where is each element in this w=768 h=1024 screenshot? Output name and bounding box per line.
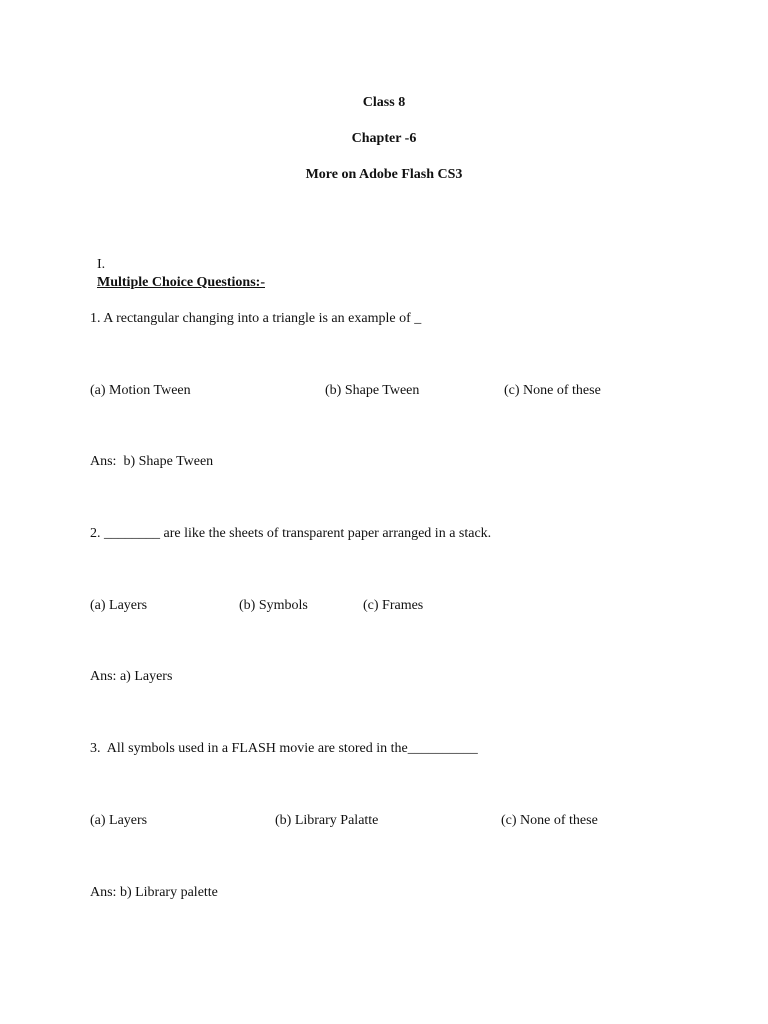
section-number: I. [97, 257, 106, 272]
option-a: (a) Layers [90, 598, 148, 613]
answer-text: Ans: b) Shape Tween [90, 454, 214, 469]
option-c: (c) None of these [504, 383, 601, 398]
section-heading-text: Multiple Choice Questions:- [97, 275, 265, 290]
chapter-title: Chapter -6 [351, 131, 417, 146]
question-text: 2. ________ are like the sheets of transparent paper arranged in a stack. [90, 526, 492, 541]
option-a: (a) Layers [90, 813, 148, 828]
option-b: (b) Library Palatte [275, 813, 379, 828]
question-text: 1. A rectangular changing into a triangle is an example of _ [90, 311, 422, 326]
question-text: 3. All symbols used in a FLASH movie are stored in the__________ [90, 741, 478, 756]
option-b: (b) Symbols [239, 598, 308, 613]
section-heading [90, 238, 265, 292]
option-b: (b) Shape Tween [325, 383, 420, 398]
option-c: (c) Frames [363, 598, 424, 613]
answer-text: Ans: a) Layers [90, 669, 173, 684]
class-title: Class 8 [362, 95, 406, 110]
document-title: More on Adobe Flash CS3 [305, 167, 463, 182]
answer-text: Ans: b) Library palette [90, 885, 218, 900]
option-a: (a) Motion Tween [90, 383, 191, 398]
option-c: (c) None of these [501, 813, 598, 828]
